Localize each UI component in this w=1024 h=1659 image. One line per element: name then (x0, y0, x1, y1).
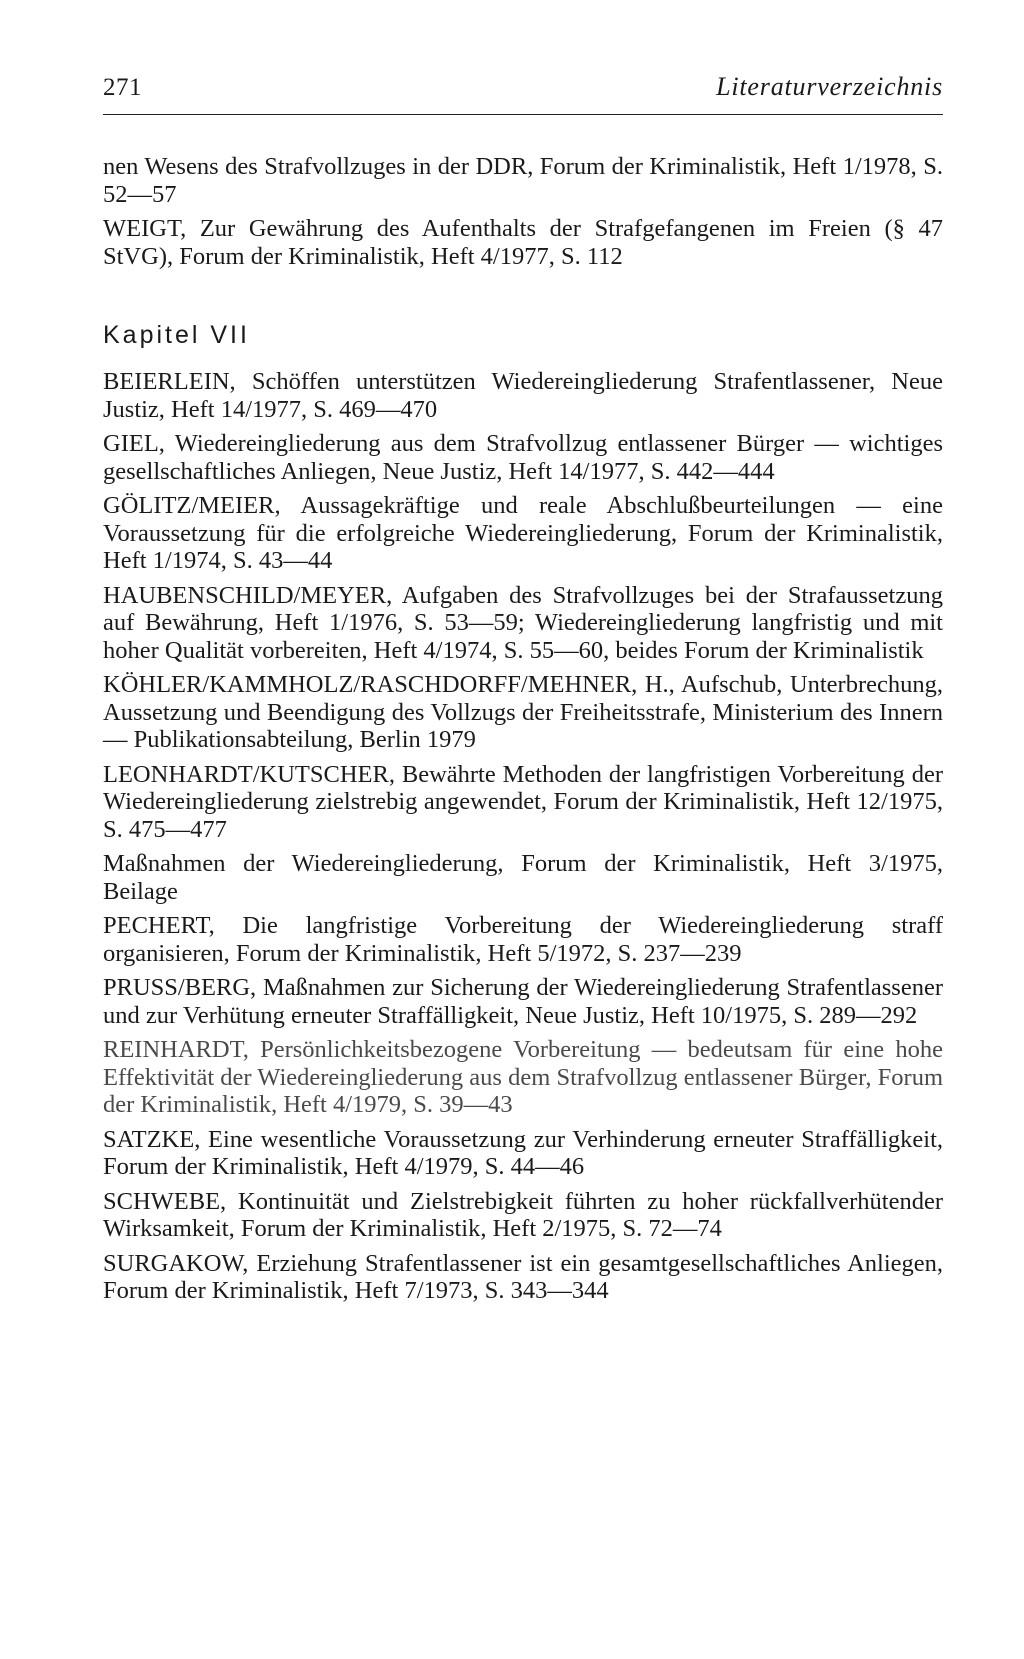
running-title: Literaturverzeichnis (716, 72, 943, 101)
document-page (103, 0, 943, 1659)
header-rule (103, 114, 943, 115)
bibliography-entry-massnahmen: Maßnahmen der Wiedereingliederung, Forum der Kriminalistik, Heft 3/1975, Beilage (103, 850, 943, 905)
bibliography-entry-beierlein: BEIERLEIN, Schöffen unterstützen Wiedereingliederung Strafentlassener, Neue Justiz, Heft 14/1977, S. 469—470 (103, 368, 943, 423)
bibliography-entry-reinhardt: REINHARDT, Persönlichkeitsbezogene Vorbereitung — bedeutsam für eine hohe Effektivität der Wiedereingliederung aus dem Strafvollzug entlassener Bürger, Forum der Kriminalistik, Heft 4/1979, S. 39—43 (103, 1036, 943, 1118)
bibliography-entry-pechert: PECHERT, Die langfristige Vorbereitung der Wiedereingliederung straff organisieren, Forum der Kriminalistik, Heft 5/1972, S. 237—239 (103, 912, 943, 967)
bibliography-entry-continued: nen Wesens des Strafvollzuges in der DDR, Forum der Kriminalistik, Heft 1/1978, S. 52—57 (103, 153, 943, 208)
page-number: 271 (103, 74, 142, 101)
bibliography-entry-koehler: KÖHLER/KAMMHOLZ/RASCHDORFF/MEHNER, H., Aufschub, Unterbrechung, Aussetzung und Beendigung des Vollzugs der Freiheitsstrafe, Ministerium des Innern — Publikationsabteilung, Berlin 1979 (103, 671, 943, 753)
bibliography-entry-goelitz-meier: GÖLITZ/MEIER, Aussagekräftige und reale Abschlußbeurteilungen — eine Voraussetzung für die erfolgreiche Wiedereingliederung, Forum der Kriminalistik, Heft 1/1974, S. 43—44 (103, 492, 943, 574)
bibliography-entry-pruss-berg: PRUSS/BERG, Maßnahmen zur Sicherung der Wiedereingliederung Strafentlassener und zur Verhütung erneuter Straffälligkeit, Neue Justiz, Heft 10/1975, S. 289—292 (103, 974, 943, 1029)
bibliography-entry-giel: GIEL, Wiedereingliederung aus dem Strafvollzug entlassener Bürger — wichtiges gesellschaftliches Anliegen, Neue Justiz, Heft 14/1977, S. 442—444 (103, 430, 943, 485)
bibliography-entry-weigt: WEIGT, Zur Gewährung des Aufenthalts der Strafgefangenen im Freien (§ 47 StVG), Forum der Kriminalistik, Heft 4/1977, S. 112 (103, 215, 943, 270)
section-heading: Kapitel VII (103, 321, 250, 349)
bibliography-entry-haubenschild-meyer: HAUBENSCHILD/MEYER, Aufgaben des Strafvollzuges bei der Strafaussetzung auf Bewährung, Heft 1/1976, S. 53—59; Wiedereingliederung langfristig und mit hoher Qualität vorbereiten, Heft 4/1974, S. 55—60, beides Forum der Kriminalistik (103, 581, 943, 664)
bibliography-entry-leonhardt-kutscher: LEONHARDT/KUTSCHER, Bewährte Methoden der langfristigen Vorbereitung der Wiedereingliederung zielstrebig angewendet, Forum der Kriminalistik, Heft 12/1975, S. 475—477 (103, 760, 943, 843)
bibliography-entry-schwebe: SCHWEBE, Kontinuität und Zielstrebigkeit führten zu hoher rückfallverhütender Wirksamkeit, Forum der Kriminalistik, Heft 2/1975, S. 72—74 (103, 1187, 943, 1242)
bibliography-entry-surgakow: SURGAKOW, Erziehung Strafentlassener ist ein gesamtgesellschaftliches Anliegen, Forum der Kriminalistik, Heft 7/1973, S. 343—344 (103, 1249, 943, 1304)
bibliography-entry-satzke: SATZKE, Eine wesentliche Voraussetzung zur Verhinderung erneuter Straffälligkeit, Forum der Kriminalistik, Heft 4/1979, S. 44—46 (103, 1125, 943, 1180)
bibliography-body (103, 153, 943, 1312)
running-header (103, 64, 943, 102)
